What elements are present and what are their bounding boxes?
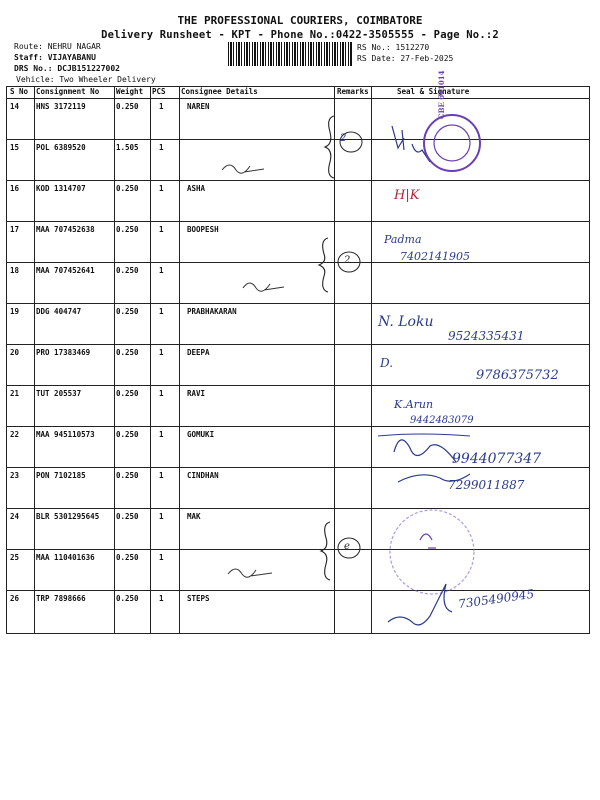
signature-hk: H|K xyxy=(394,188,420,203)
cell-pcs: 1 xyxy=(159,143,164,152)
cell-pcs: 1 xyxy=(159,225,164,234)
cell-consignee: BOOPESH xyxy=(187,225,219,234)
cell-pcs: 1 xyxy=(159,389,164,398)
phone-r: 7299011887 xyxy=(448,478,525,492)
runsheet-subtitle: Delivery Runsheet - KPT - Phone No.:0422-3505555 - Page No.:2 xyxy=(101,29,499,41)
cell-consignment: DDG 404747 xyxy=(36,307,82,316)
header-signature: Seal & Signature xyxy=(397,87,470,96)
signature-k: K.Arun xyxy=(394,398,434,411)
cell-consignment: TUT 205537 xyxy=(36,389,82,398)
cell-sno: 24 xyxy=(10,512,20,521)
phone-padma: 7402141905 xyxy=(400,250,470,263)
cell-pcs: 1 xyxy=(159,184,164,193)
cell-sno: 23 xyxy=(10,471,20,480)
cell-sno: 15 xyxy=(10,143,20,152)
cell-consignee: CINDHAN xyxy=(187,471,219,480)
cell-consignee: GOMUKI xyxy=(187,430,215,439)
cell-weight: 0.250 xyxy=(116,512,139,521)
phone-last: 7305490945 xyxy=(457,586,535,612)
drs-label: DRS No.: xyxy=(14,64,53,73)
route-label: Route: NEHRU NAGAR xyxy=(14,42,101,51)
cell-consignee: NAREN xyxy=(187,102,210,111)
phone-k: 9442483079 xyxy=(410,415,474,426)
cell-consignment: MAA 110401636 xyxy=(36,553,95,562)
cell-sno: 19 xyxy=(10,307,20,316)
cell-consignment: PRO 17383469 xyxy=(36,348,91,357)
cell-consignee: RAVI xyxy=(187,389,206,398)
header-consignment: Consignment No xyxy=(36,87,100,96)
cell-consignee: DEEPA xyxy=(187,348,210,357)
cell-weight: 0.250 xyxy=(116,266,139,275)
header-sno: S No xyxy=(10,87,29,96)
company-title: THE PROFESSIONAL COURIERS, COIMBATORE xyxy=(177,14,423,27)
cell-sno: 17 xyxy=(10,225,20,234)
cell-weight: 0.250 xyxy=(116,348,139,357)
cell-weight: 0.250 xyxy=(116,184,139,193)
cell-weight: 0.250 xyxy=(116,553,139,562)
cell-consignment: MAA 707452638 xyxy=(36,225,95,234)
cell-weight: 0.250 xyxy=(116,430,139,439)
cell-consignment: HNS 3172119 xyxy=(36,102,86,111)
cell-sno: 16 xyxy=(10,184,20,193)
cell-pcs: 1 xyxy=(159,553,164,562)
cell-weight: 0.250 xyxy=(116,307,139,316)
cell-sno: 20 xyxy=(10,348,20,357)
cell-consignment: MAA 945110573 xyxy=(36,430,95,439)
cell-pcs: 1 xyxy=(159,471,164,480)
cell-sno: 25 xyxy=(10,553,20,562)
cell-sno: 14 xyxy=(10,102,20,111)
remark-count-3: e xyxy=(344,541,350,552)
cell-consignment: TRP 7898666 xyxy=(36,594,86,603)
phone-p: 9944077347 xyxy=(452,451,542,467)
cell-sno: 18 xyxy=(10,266,20,275)
header-consignee: Consignee Details xyxy=(181,87,258,96)
cell-weight: 0.250 xyxy=(116,594,139,603)
remark-count-1: 2 xyxy=(340,133,347,144)
remark-count-2: 2 xyxy=(344,255,351,266)
cell-consignee: STEPS xyxy=(187,594,210,603)
cell-consignee: MAK xyxy=(187,512,201,521)
header-remarks: Remarks xyxy=(337,87,369,96)
cell-pcs: 1 xyxy=(159,594,164,603)
phone-n: 9524335431 xyxy=(448,329,525,343)
cell-weight: 0.250 xyxy=(116,389,139,398)
cell-weight: 0.250 xyxy=(116,471,139,480)
cell-consignment: PON 7102185 xyxy=(36,471,86,480)
cell-weight: 0.250 xyxy=(116,102,139,111)
cell-consignment: BLR 5301295645 xyxy=(36,512,100,521)
cell-consignment: POL 6389520 xyxy=(36,143,86,152)
cell-pcs: 1 xyxy=(159,102,164,111)
cell-pcs: 1 xyxy=(159,430,164,439)
drs-value: DCJB151227002 xyxy=(57,64,120,73)
cell-pcs: 1 xyxy=(159,266,164,275)
cell-consignment: MAA 707452641 xyxy=(36,266,95,275)
cell-pcs: 1 xyxy=(159,307,164,316)
rs-number: RS No.: 1512270 xyxy=(357,43,430,52)
cell-pcs: 1 xyxy=(159,512,164,521)
rs-date: RS Date: 27-Feb-2025 xyxy=(357,54,454,63)
cell-consignee: ASHA xyxy=(187,184,206,193)
cell-weight: 0.250 xyxy=(116,225,139,234)
vehicle-label: Vehicle: Two Wheeler Delivery xyxy=(16,75,156,84)
cell-sno: 22 xyxy=(10,430,20,439)
cell-consignee: PRABHAKARAN xyxy=(187,307,237,316)
header-weight: Weight xyxy=(116,87,144,96)
phone-d: 9786375732 xyxy=(476,368,559,383)
header-pcs: PCS xyxy=(152,87,166,96)
signature-d: D. xyxy=(380,356,394,370)
cell-sno: 21 xyxy=(10,389,20,398)
stamp-text: CBE 641014 xyxy=(437,70,446,119)
staff-label: Staff: VIJAYABANU xyxy=(14,53,96,62)
signature-n: N. Loku xyxy=(378,314,434,330)
cell-consignment: KOD 1314707 xyxy=(36,184,86,193)
cell-sno: 26 xyxy=(10,594,20,603)
cell-pcs: 1 xyxy=(159,348,164,357)
cell-weight: 1.505 xyxy=(116,143,139,152)
signature-padma: Padma xyxy=(384,233,422,246)
